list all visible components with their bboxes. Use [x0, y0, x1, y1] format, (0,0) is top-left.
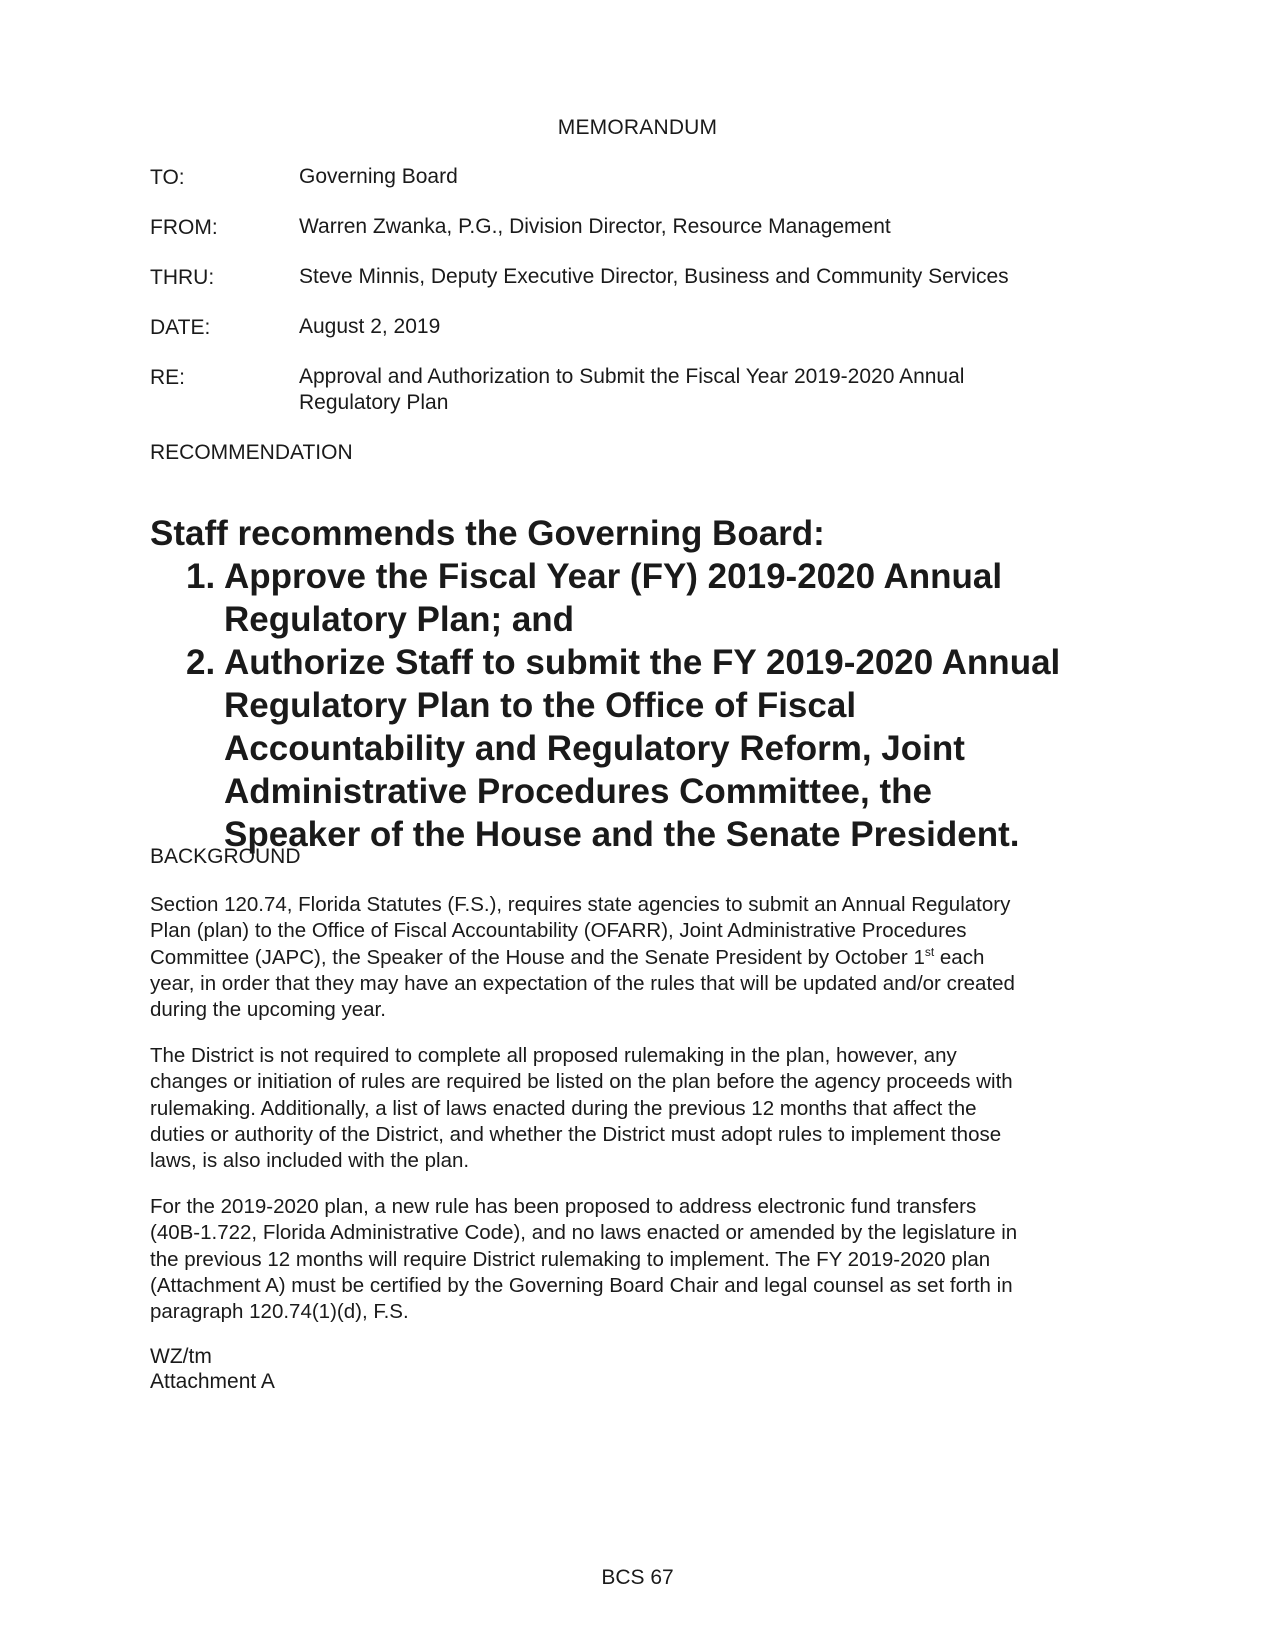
paragraph-line: during the upcoming year. — [150, 998, 386, 1022]
list-number: 1. — [186, 557, 216, 596]
author-initials: WZ/tm — [150, 1345, 212, 1368]
background-paragraph-2 — [150, 1043, 1130, 1174]
list-number: 2. — [186, 643, 216, 682]
recommendation-line: Approve the Fiscal Year (FY) 2019-2020 Annual — [224, 557, 1003, 596]
paragraph-line: (40B-1.722, Florida Administrative Code), and no laws enacted or amended by the legislature in — [150, 1221, 1018, 1245]
paragraph-line: Section 120.74, Florida Statutes (F.S.), requires state agencies to submit an Annual Regulatory — [150, 893, 1011, 916]
recommendation-heading: RECOMMENDATION — [150, 441, 353, 464]
paragraph-line: For the 2019-2020 plan, a new rule has been proposed to address electronic fund transfers — [150, 1195, 977, 1218]
background-paragraph-1 — [150, 892, 1130, 1023]
paragraph-line: year, in order that they may have an expectation of the rules that will be updated and/or created — [150, 971, 1015, 995]
re-value — [299, 364, 964, 416]
paragraph-line: changes or initiation of rules are required be listed on the plan before the agency proceeds with — [150, 1070, 1013, 1094]
recommendation-item-1 — [150, 555, 1150, 641]
re-label: RE: — [150, 366, 186, 389]
thru-value: Steve Minnis, Deputy Executive Director, Business and Community Services — [299, 265, 1009, 288]
paragraph-line: rulemaking. Additionally, a list of laws enacted during the previous 12 months that affect the — [150, 1096, 977, 1120]
paragraph-line: (Attachment A) must be certified by the Governing Board Chair and legal counsel as set forth in — [150, 1273, 1013, 1297]
background-paragraph-3 — [150, 1194, 1130, 1325]
thru-label: THRU: — [150, 266, 215, 289]
paragraph-text: Committee (JAPC), the Speaker of the House and the Senate President by October 1 — [150, 945, 925, 969]
attachment-note: Attachment A — [150, 1370, 275, 1393]
from-value: Warren Zwanka, P.G., Division Director, Resource Management — [299, 215, 891, 238]
paragraph-text: each — [934, 945, 985, 969]
background-heading: BACKGROUND — [150, 845, 301, 868]
date-label: DATE: — [150, 316, 211, 339]
recommendation-line: Authorize Staff to submit the FY 2019-2020 Annual — [224, 643, 1061, 682]
recommendation-intro: Staff recommends the Governing Board: — [150, 514, 825, 553]
recommendation-list — [150, 555, 1150, 856]
re-value-line: Regulatory Plan — [299, 391, 449, 414]
recommendation-line: Administrative Procedures Committee, the — [224, 772, 932, 811]
re-value-line: Approval and Authorization to Submit the Fiscal Year 2019-2020 Annual — [299, 365, 965, 388]
from-label: FROM: — [150, 216, 218, 239]
page-number: BCS 67 — [601, 1566, 674, 1589]
paragraph-line — [150, 945, 1130, 971]
paragraph-line: the previous 12 months will require District rulemaking to implement. The FY 2019-2020 plan — [150, 1247, 991, 1271]
recommendation-item-2 — [150, 641, 1150, 856]
memo-title: MEMORANDUM — [557, 116, 718, 139]
recommendation-line: Speaker of the House and the Senate President. — [224, 815, 1020, 854]
paragraph-line: laws, is also included with the plan. — [150, 1149, 470, 1173]
recommendation-line: Accountability and Regulatory Reform, Joint — [224, 729, 965, 768]
recommendation-block — [150, 512, 1150, 856]
to-value: Governing Board — [299, 165, 458, 188]
paragraph-line: duties or authority of the District, and whether the District must adopt rules to implement those — [150, 1122, 1002, 1146]
recommendation-line: Regulatory Plan; and — [224, 600, 575, 639]
paragraph-line: paragraph 120.74(1)(d), F.S. — [150, 1300, 409, 1324]
to-label: TO: — [150, 166, 185, 189]
recommendation-line: Regulatory Plan to the Office of Fiscal — [224, 686, 857, 725]
paragraph-line: The District is not required to complete all proposed rulemaking in the plan, however, any — [150, 1044, 957, 1067]
ordinal-suffix: st — [924, 944, 935, 959]
date-value: August 2, 2019 — [299, 315, 441, 338]
paragraph-line: Plan (plan) to the Office of Fiscal Accountability (OFARR), Joint Administrative Procedures — [150, 919, 967, 943]
